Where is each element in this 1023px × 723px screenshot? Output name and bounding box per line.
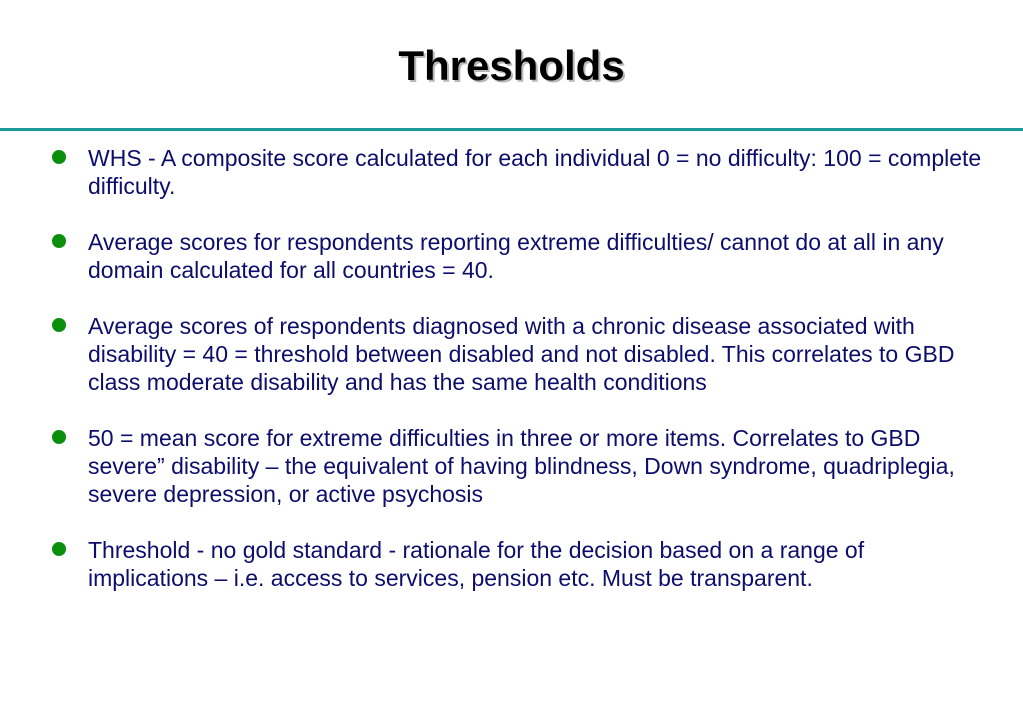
bullet-item <box>50 536 985 592</box>
bullet-item <box>50 424 985 508</box>
bullet-text: Average scores for respondents reporting extreme difficulties/ cannot do at all in any domain calculated for all countries = 40. <box>88 229 944 283</box>
bullet-dot-icon <box>52 150 66 164</box>
bullet-text: Threshold - no gold standard - rationale for the decision based on a range of implications – i.e. access to services, pension etc. Must be transparent. <box>88 537 865 591</box>
bullet-dot-icon <box>52 234 66 248</box>
bullet-dot-icon <box>52 318 66 332</box>
bullet-text: 50 = mean score for extreme difficulties in three or more items. Correlates to GBD severe” disability – the equivalent of having blindness, Down syndrome, quadriplegia, severe depression, or active psychosis <box>88 425 955 507</box>
bullet-dot-icon <box>52 542 66 556</box>
bullet-item <box>50 144 985 200</box>
bullet-dot-icon <box>52 430 66 444</box>
bullet-item <box>50 312 985 396</box>
bullet-text: Average scores of respondents diagnosed with a chronic disease associated with disability = 40 = threshold between disabled and not disabled. This correlates to GBD class moderate disability and has the same health conditions <box>88 313 955 395</box>
bullet-text: WHS - A composite score calculated for each individual 0 = no difficulty: 100 = complete difficulty. <box>88 145 982 199</box>
title-divider <box>0 128 1023 131</box>
bullet-item <box>50 228 985 284</box>
slide-title: Thresholds <box>398 42 625 89</box>
bullet-list <box>50 144 985 592</box>
